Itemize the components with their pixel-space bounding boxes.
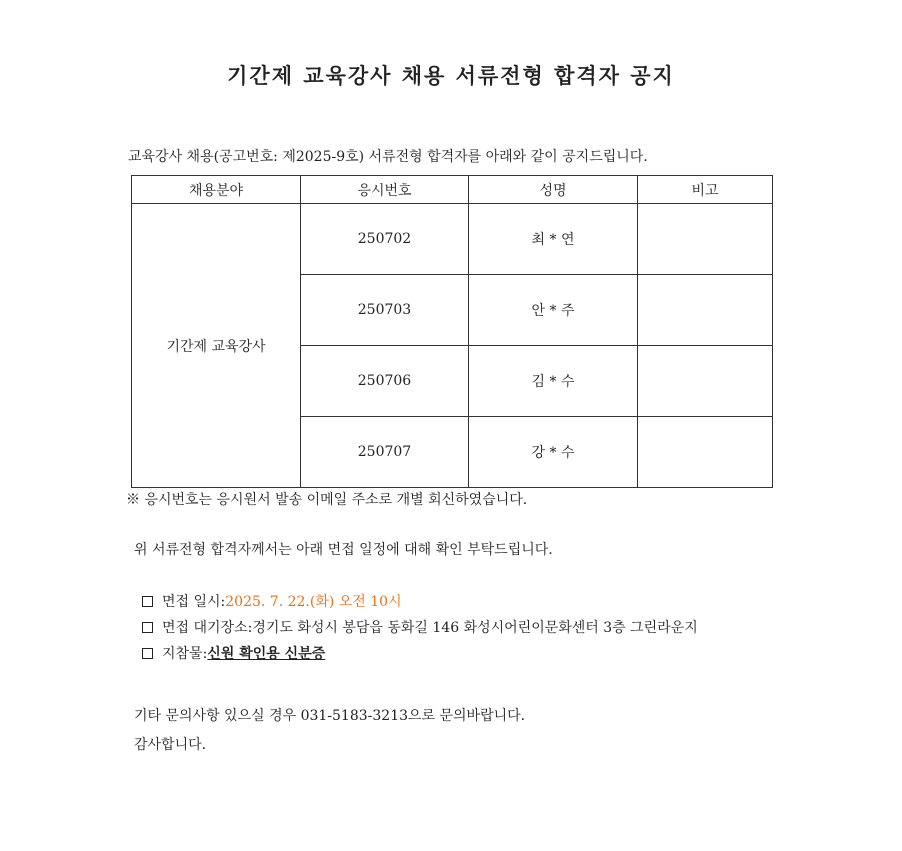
header-name: 성명 (469, 176, 638, 204)
interview-details (142, 588, 698, 666)
interview-place-label: 면접 대기장소: (162, 620, 253, 636)
applicant-name: 최 * 연 (469, 204, 638, 275)
interview-items-label: 지참물: (162, 646, 208, 662)
header-remark: 비고 (638, 176, 773, 204)
contact-text: 기타 문의사항 있으실 경우 031-5183-3213으로 문의바랍니다. (134, 708, 526, 724)
applicant-number: 250707 (301, 417, 469, 488)
interview-items-value: 신원 확인용 신분증 (207, 646, 326, 662)
applicant-number: 250703 (301, 275, 469, 346)
table-row (132, 204, 773, 275)
category-cell: 기간제 교육강사 (132, 204, 301, 488)
interview-date-value: 2025. 7. 22.(화) 오전 10시 (225, 594, 402, 610)
interview-place-item (142, 614, 698, 640)
checkbox-square-icon (142, 596, 153, 607)
applicant-name: 김 * 수 (469, 346, 638, 417)
closing-text: 감사합니다. (134, 737, 207, 753)
applicant-remark (638, 204, 773, 275)
intro-text: 교육강사 채용(공고번호: 제2025-9호) 서류전형 합격자를 아래와 같이 공지드립니다. (128, 149, 648, 165)
interview-place-value: 경기도 화성시 봉담읍 동화길 146 화성시어린이문화센터 3층 그린라운지 (252, 620, 698, 636)
interview-date-label: 면접 일시: (162, 594, 226, 610)
interview-date-item (142, 588, 698, 614)
applicant-number: 250702 (301, 204, 469, 275)
footnote: ※ 응시번호는 응시원서 발송 이메일 주소로 개별 회신하였습니다. (126, 492, 528, 508)
header-number: 응시번호 (301, 176, 469, 204)
checkbox-square-icon (142, 648, 153, 659)
results-table (131, 175, 773, 488)
interview-items-item (142, 640, 698, 666)
applicant-name: 강 * 수 (469, 417, 638, 488)
checkbox-square-icon (142, 622, 153, 633)
applicant-remark (638, 275, 773, 346)
applicant-remark (638, 417, 773, 488)
page-title: 기간제 교육강사 채용 서류전형 합격자 공지 (227, 63, 675, 88)
interview-request-text: 위 서류전형 합격자께서는 아래 면접 일정에 대해 확인 부탁드립니다. (134, 542, 553, 558)
applicant-name: 안 * 주 (469, 275, 638, 346)
applicant-number: 250706 (301, 346, 469, 417)
applicant-remark (638, 346, 773, 417)
header-category: 채용분야 (132, 176, 301, 204)
table-header-row (132, 176, 773, 204)
